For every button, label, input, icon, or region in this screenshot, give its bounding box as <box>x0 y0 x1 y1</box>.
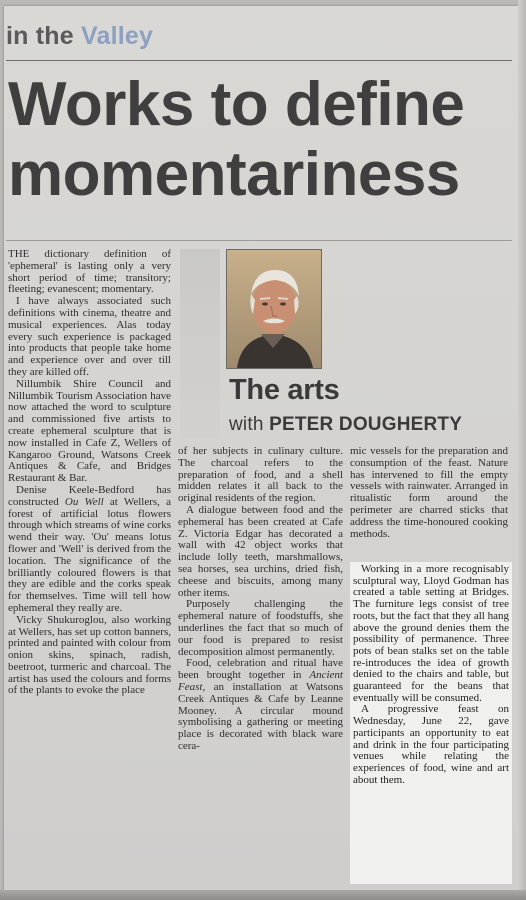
author-portrait-icon <box>226 249 322 369</box>
paragraph-rest: , an installation at Watsons Creek Antiques & Cafe by Leanne Mooney. A circular <box>178 680 343 717</box>
headline <box>8 70 516 210</box>
paragraph: Nillumbik Shire Council and Nillumbik Tourism Association have now attached the word to sculpture and commissioned five artists to create ephemeral sculpture that is now installed in Cafe Z, Wellers of Kangaroo Ground, Watsons Creek Antiques & Cafe, and Bridges Restaurant & Bar. <box>8 377 171 485</box>
artwork-title: Ancient Feast <box>178 669 343 693</box>
headline-rule <box>6 240 512 241</box>
paragraph-rest: at Wellers, a forest of artificial lotus flowers through which streams of wine corks wend their way. 'Ou' means lotus flower and 'Well' is derived from the location. The significance of the brilliantly coloured flowers is that they are edible and the corks speak for themselves. Time will tell how ephemeral they really are. <box>8 495 171 614</box>
body-column-2 <box>178 446 343 886</box>
paragraph-lead: Denise Keele-Bedford has constructed <box>8 483 171 508</box>
artwork-title: Ou Well <box>64 495 104 508</box>
paragraph: Vicky Shukuroglou, also working at Wellers, has set up cotton banners, printed and painted with colour from onion skins, spinach, radish, beetroot, turmeric and charcoal. The artist has used the colours and forms of the plants to evoke the place <box>8 613 171 697</box>
paragraph: A progressive feast on Wednesday, June 22, gave participants an opportunity to eat and drink in the four participating venues while relating the experiences of food, wine and art about them. <box>353 703 509 786</box>
paragraph <box>178 658 343 752</box>
paragraph-lead: Food, celebration and ritual have been brought together in <box>178 657 343 682</box>
body-column-3 <box>350 446 508 564</box>
paragraph-continued: mound symbolising a gathering or meeting place is decorated with black ware cera- <box>178 704 344 752</box>
paragraph: THE dictionary definition of 'ephemeral' is lasting only a very short period of time; transitory; fleeting; evanescent; momentary. <box>8 248 171 296</box>
paragraph: mic vessels for the preparation and consumption of the feast. Nature has intervened to fill the empty vessels with rainwater. Arranged in ritualistic form around the perimeter are charred sticks that address the time-honoured cooking methods. <box>350 445 508 540</box>
column-byline <box>229 414 462 436</box>
body-column-1 <box>8 249 171 889</box>
column-shade <box>180 249 220 439</box>
paragraph: A dialogue between food and the ephemeral has been created at Cafe Z. Victoria Edgar has decorated a wall with 42 object works that include lolly teeth, marshmallows, sea horses, sea urchins, dried fish, cheese and biscuits, among many other items. <box>178 503 343 599</box>
paragraph: of her subjects in culinary culture. The charcoal refers to the preparation of food, and a shell midden relates it all back to the original residents of the region. <box>178 445 343 505</box>
byline-author: PETER DOUGHERTY <box>269 414 463 435</box>
section-name: Valley <box>81 22 154 50</box>
highlight-box <box>350 562 512 884</box>
page-edge <box>518 0 526 900</box>
headline-line-2: momentariness <box>8 140 460 209</box>
paragraph <box>8 485 171 615</box>
paragraph: Working in a more recognisably sculptural way, Lloyd Godman has created a table setting at Bridges. The furniture legs consist of tree roots, but the fact that they all hang above the ground denies them the possibility of permanence. Three pots of bean stalks set on the table re-introduces the idea of growth denied to the chairs and table, but guaranteed for the beans that eventually will be consumed. <box>353 563 509 704</box>
section-rule <box>6 60 512 61</box>
headline-line-1: Works to define <box>8 70 465 139</box>
section-prefix: in the <box>6 22 74 50</box>
byline-prefix: with <box>229 414 264 435</box>
paragraph: Purposely challenging the ephemeral nature of foodstuffs, she underlines the fact that so much of our food is prepared to resist decomposition almost permanently. <box>178 598 343 658</box>
column-title: The arts <box>229 374 340 406</box>
paragraph: I have always associated such definitions with cinema, theatre and musical experiences. Alas today every such experience is packaged into products that people take home and experience over and over till they are killed off. <box>8 295 171 378</box>
section-title <box>6 22 153 51</box>
page-bottom-edge <box>0 890 526 900</box>
